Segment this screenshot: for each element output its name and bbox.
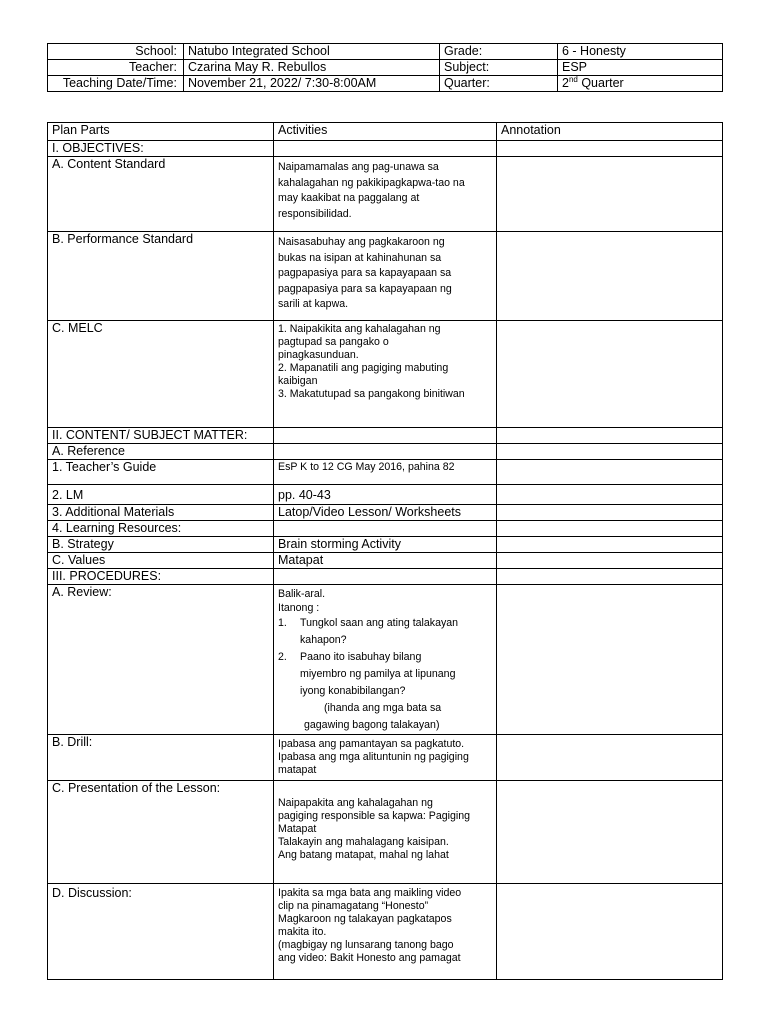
content-standard-text [274,157,497,232]
text-line: makita ito. [278,926,327,938]
review-text [274,585,497,735]
presentation-text [274,781,497,884]
text-line: Naisasabuhay ang pagkakaroon ng [278,236,445,248]
text-line: 3. Makatutupad sa pangakong binitiwan [278,388,465,400]
strategy-label: B. Strategy [48,537,274,553]
empty-cell [274,521,497,537]
strategy-value: Brain storming Activity [274,537,497,553]
school-value: Natubo Integrated School [184,44,440,60]
additional-materials-value: Latop/Video Lesson/ Worksheets [274,505,497,521]
list-item: iyong konabibilangan? [300,685,406,697]
melc-label: C. MELC [48,321,274,428]
list-item: kahapon? [300,634,347,646]
text-line: 2. Mapanatili ang pagiging mabuting [278,362,449,374]
empty-cell [497,521,723,537]
text-line: Ipabasa ang pamantayan sa pagkatuto. [278,738,465,750]
teacher-label: Teacher: [48,60,184,76]
text-line: matapat [278,764,317,776]
date-label: Teaching Date/Time: [48,76,184,92]
text-line: gagawing bagong talakayan) [304,719,440,731]
text-line: bukas na isipan at kahinahunan sa [278,251,442,264]
text-line: sarili at kapwa. [278,298,349,310]
text-line: Naipapakita ang kahalagahan ng [278,797,433,809]
values-value: Matapat [274,553,497,569]
melc-text [274,321,497,428]
grade-label: Grade: [440,44,558,60]
quarter-ordinal-suffix: nd [568,74,578,84]
lm-value: pp. 40-43 [274,485,497,505]
content-standard-label: A. Content Standard [48,157,274,232]
text-line: pagtupad sa pangako o [278,336,389,348]
column-header-activities: Activities [274,123,497,141]
empty-cell [497,735,723,781]
empty-cell [497,232,723,321]
text-line: Balik-aral. [278,588,326,600]
quarter-number: 2 [562,76,569,90]
empty-cell [497,781,723,884]
quarter-label: Quarter: [440,76,558,92]
empty-cell [497,485,723,505]
values-label: C. Values [48,553,274,569]
empty-cell [274,444,497,460]
empty-cell [497,553,723,569]
text-line: 1. Naipakikita ang kahalagahan ng [278,323,441,335]
learning-resources-label: 4. Learning Resources: [48,521,274,537]
empty-cell [497,141,723,157]
empty-cell [497,884,723,980]
empty-cell [497,321,723,428]
section-objectives: I. OBJECTIVES: [48,141,274,157]
empty-cell [497,569,723,585]
text-line: (ihanda ang mga bata sa [324,702,442,714]
text-line: Matapat [278,823,317,835]
text-line: ang video: Bakit Honesto ang pamagat [278,952,461,964]
text-line: Ipabasa ang mga alituntunin ng pagiging [278,751,469,763]
text-line: Talakayin ang mahalagang kaisipan. [278,836,449,848]
presentation-label: C. Presentation of the Lesson: [48,781,274,884]
lm-label: 2. LM [48,485,274,505]
text-line: kaibigan [278,375,318,387]
empty-cell [497,460,723,485]
list-item: 2. Paano ito isabuhay bilang [278,651,422,663]
performance-standard-label: B. Performance Standard [48,232,274,321]
lesson-plan-table [47,122,723,980]
text-line: Itanong : [278,602,320,614]
text-line: Ang batang matapat, mahal ng lahat [278,849,449,861]
section-procedures: III. PROCEDURES: [48,569,274,585]
additional-materials-label: 3. Additional Materials [48,505,274,521]
text-line: Magkaroon ng talakayan pagkatapos [278,913,452,925]
text-line: Naipamamalas ang pag-unawa sa [278,161,439,173]
text-line: clip na pinamagatang “Honesto” [278,900,429,912]
text-line: responsibilidad. [278,207,352,220]
column-header-plan-parts: Plan Parts [48,123,274,141]
text-line: pinagkasunduan. [278,349,359,361]
quarter-word: Quarter [577,76,624,90]
empty-cell [274,428,497,444]
drill-text [274,735,497,781]
empty-cell [497,537,723,553]
empty-cell [274,569,497,585]
reference-label: A. Reference [48,444,274,460]
text-line: pagpapasiya para sa kapayapaan ng [278,282,452,295]
header-table [47,43,723,92]
text-line: kahalagahan ng pakikipagkapwa-tao na [278,176,465,189]
section-content: II. CONTENT/ SUBJECT MATTER: [48,428,274,444]
discussion-text [274,884,497,980]
teachers-guide-label: 1. Teacher’s Guide [48,460,274,485]
discussion-label: D. Discussion: [48,884,274,980]
column-header-annotation: Annotation [497,123,723,141]
list-item: 1. Tungkol saan ang ating talakayan [278,617,459,629]
drill-label: B. Drill: [48,735,274,781]
subject-value: ESP [558,60,723,76]
empty-cell [497,505,723,521]
review-label: A. Review: [48,585,274,735]
text-line: (magbigay ng lunsarang tanong bago [278,939,454,951]
empty-cell [497,444,723,460]
empty-cell [497,428,723,444]
empty-cell [274,141,497,157]
review-question-list [278,615,492,700]
teachers-guide-value: EsP K to 12 CG May 2016, pahina 82 [274,460,497,485]
grade-value: 6 - Honesty [558,44,723,60]
performance-standard-text [274,232,497,321]
school-label: School: [48,44,184,60]
empty-cell [497,585,723,735]
text-line: Ipakita sa mga bata ang maikling video [278,887,462,899]
text-line: may kaakibat na paggalang at [278,192,420,204]
text-line: pagpapasiya para sa kapayapaan sa [278,267,452,279]
date-value: November 21, 2022/ 7:30-8:00AM [184,76,440,92]
subject-label: Subject: [440,60,558,76]
quarter-value [558,76,723,92]
teacher-value: Czarina May R. Rebullos [184,60,440,76]
list-item: miyembro ng pamilya at lipunang [300,668,456,680]
text-line: pagiging responsible sa kapwa: Pagiging [278,810,470,822]
empty-cell [497,157,723,232]
